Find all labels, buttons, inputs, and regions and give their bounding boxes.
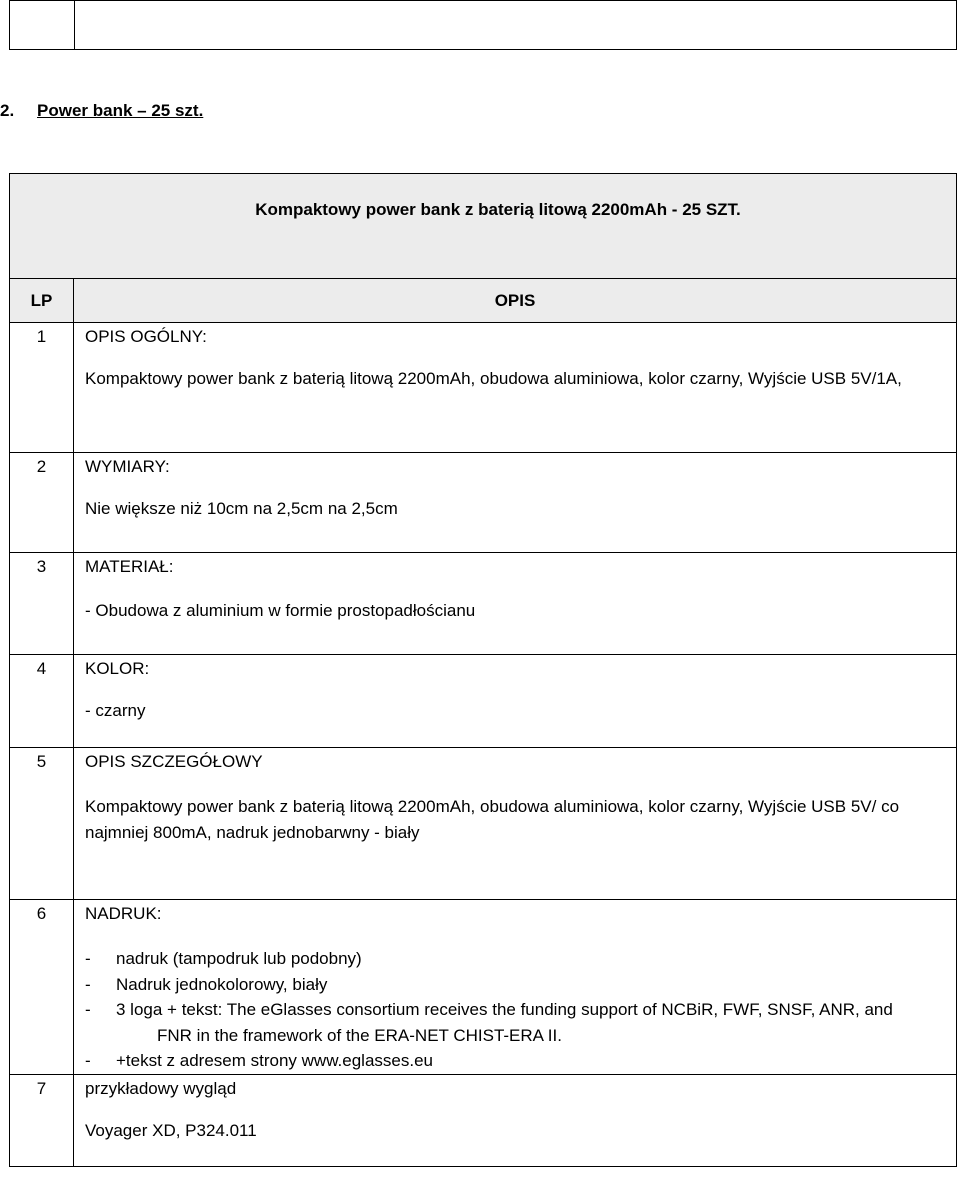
row-label: MATERIAŁ: [85, 557, 174, 576]
bullet-dash: - [85, 974, 91, 994]
print-requirements-list [85, 946, 956, 1074]
row-description [74, 900, 957, 1075]
list-item [85, 946, 956, 972]
previous-table-fragment [9, 0, 957, 50]
row-body: Kompaktowy power bank z baterią litową 2200mAh, obudowa aluminiowa, kolor czarny, Wyjście USB 5V/1A, [85, 369, 902, 388]
row-body: Voyager XD, P324.011 [85, 1120, 257, 1140]
header-opis: OPIS [74, 279, 957, 323]
list-item [85, 601, 956, 621]
row-number: 6 [10, 900, 74, 1075]
list-item [85, 1048, 956, 1074]
row-label: OPIS OGÓLNY: [85, 327, 207, 346]
list-item [85, 997, 956, 1023]
row-number: 3 [10, 553, 74, 655]
list-item-text: nadruk (tampodruk lub podobny) [116, 949, 362, 968]
spec-table [9, 173, 957, 1167]
list-item-text: czarny [95, 701, 146, 720]
list-item-text: Obudowa z aluminium w formie prostopadłościanu [95, 601, 476, 620]
table-row [10, 553, 957, 655]
row-label: przykładowy wygląd [85, 1078, 237, 1098]
table-row [10, 655, 957, 748]
list-item [85, 701, 956, 721]
row-number: 1 [10, 323, 74, 453]
table-row [10, 453, 957, 553]
row-label: WYMIARY: [85, 457, 170, 476]
section-number: 2. [0, 101, 15, 120]
row-label: OPIS SZCZEGÓŁOWY [85, 752, 263, 771]
row-number: 7 [10, 1074, 74, 1166]
row-label: NADRUK: [85, 904, 162, 923]
bullet-dash: - [85, 1000, 91, 1019]
table-row [10, 323, 957, 453]
row-description [74, 323, 957, 453]
bullet-dash: - [85, 1051, 91, 1070]
row-label: KOLOR: [85, 659, 150, 678]
previous-table-cell [10, 1, 75, 50]
previous-table-cell [75, 1, 957, 50]
bullet-dash: - [85, 949, 91, 968]
row-number: 2 [10, 453, 74, 553]
row-description [74, 748, 957, 900]
header-lp: LP [10, 279, 74, 323]
list-item [85, 972, 956, 998]
row-body: Kompaktowy power bank z baterią litową 2200mAh, obudowa aluminiowa, kolor czarny, Wyjście USB 5V/ co najmniej 800mA, nadruk jednobarwny - biały [85, 797, 900, 842]
section-heading [0, 101, 203, 121]
row-description [74, 1074, 957, 1166]
list-item-text: +tekst z adresem strony www.eglasses.eu [116, 1051, 433, 1070]
row-number: 4 [10, 655, 74, 748]
table-caption [10, 174, 957, 279]
table-row [10, 900, 957, 1075]
list-item-text: Nadruk jednokolorowy, biały [116, 974, 328, 994]
row-body: Nie większe niż 10cm na 2,5cm na 2,5cm [85, 499, 398, 518]
list-item-text: 3 loga + tekst: The eGlasses consortium receives the funding support of NCBiR, FWF, SNSF, ANR, and [116, 1000, 893, 1019]
table-row [10, 748, 957, 900]
section-title: Power bank – 25 szt. [37, 101, 204, 120]
table-row [10, 1074, 957, 1166]
table-caption-text: Kompaktowy power bank z baterią litową 2200mAh - 25 SZT. [255, 200, 741, 219]
bullet-dash: - [85, 601, 91, 620]
list-item-continuation: FNR in the framework of the ERA-NET CHIST-ERA II. [157, 1025, 562, 1045]
row-description [74, 553, 957, 655]
bullet-dash: - [85, 701, 91, 720]
row-description [74, 453, 957, 553]
row-number: 5 [10, 748, 74, 900]
row-description [74, 655, 957, 748]
